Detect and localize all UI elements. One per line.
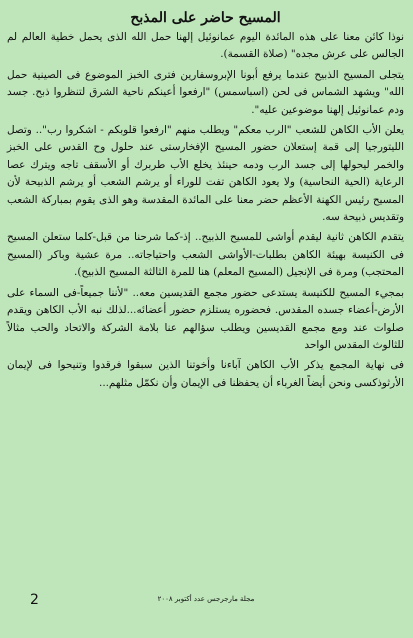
page-number: 2 xyxy=(30,592,39,608)
paragraph-1: نوذا كائن معنا على هذه المائدة اليوم عمانوئيل إلهنا حمل الله الذى يحمل خطية العالم لم الجالس على عرش مجده" (صلاة القسمة). xyxy=(7,31,404,61)
paragraph-6: فى نهاية المجمع يذكر الأب الكاهن آباءنا وأخوتنا الذين سبقوا فرقدوا وتنيحوا فى لإيمان الأرثوذكسى ونحن أيضاً الغرباء أن يحفظنا فى الإيمان وأن نكمّل مثلهم... xyxy=(7,359,404,389)
paragraph-5: بمجيء المسيح للكنيسة يستدعى حضور مجمع القديسين معه.. "لأننا جميعاً-فى السماء على الأرض-أعضاء جسده المقدس. فحضوره يستلزم حضور أعضائه...لذلك نبه الأب الكاهن ويقدم صلوات عند ومع مجمع القديسين ويطلب سؤالهم عنا بلامة الشركة والاتحاد والحب مثالاً للثالوث المقدس الواحد xyxy=(7,286,404,351)
paragraph-3: يعلن الأب الكاهن للشعب "الرب معكم" ويطلب منهم "ارفعوا قلوبكم - اشكروا رب".. وتصل الليتورجيا إلى قمة إستعلان حضور المسيح الإفخارستى عند حلول وح القدس على الخبز والخمر ليحولها إلى جسد الرب ودمه حينئذ يخلع الأب طربرك أو الأسقف تاجه ويترك عصا الرعاية (الحية النحاسية) ولا يعود الكاهن تفت للوراء أو يرشم الشعب أو يرشم الذبيحة لأن المسيح رئيس الكهنة الأعظم حضر معنا على المائدة المقدسة وهو الذى يقوم بمباركة الشعب وتقديس ذبيحة سه. xyxy=(7,124,404,224)
paragraph-2: يتجلى المسيح الذبيح عندما يرفع أبونا الإبروسفارين فترى الخبز الموضوع فى الصينية حمل الله" ويشهد الشماس فى لحن (اسباسمس) "ارفعوا أعينكم ناحية الشرق لتنظروا ذبح. جسد ودم عمانوئيل إلهنا موضوعين عليه". xyxy=(7,68,404,116)
paragraph-4: يتقدم الكاهن ثانية ليقدم أواشى للمسيح الذبيح.. إذ-كما شرحنا من قبل-كلما ستعلن المسيح فى الكنيسة بهيئة الكاهن بطلبات-الأواشى الشعب واحتياجاته.. مرة عشية وباكر (المسيح المحتجب) ومرة فى الإنجيل (المسيح المعلم) هنا للمرة الثالثة المسيح الذبيح). xyxy=(7,231,404,279)
magazine-footer: مجلة مارجرجس عدد أكتوبر ٢٠٠٨ xyxy=(157,595,255,603)
article-title: المسيح حاضر على المذبح xyxy=(130,10,281,26)
page-footer xyxy=(0,590,413,612)
